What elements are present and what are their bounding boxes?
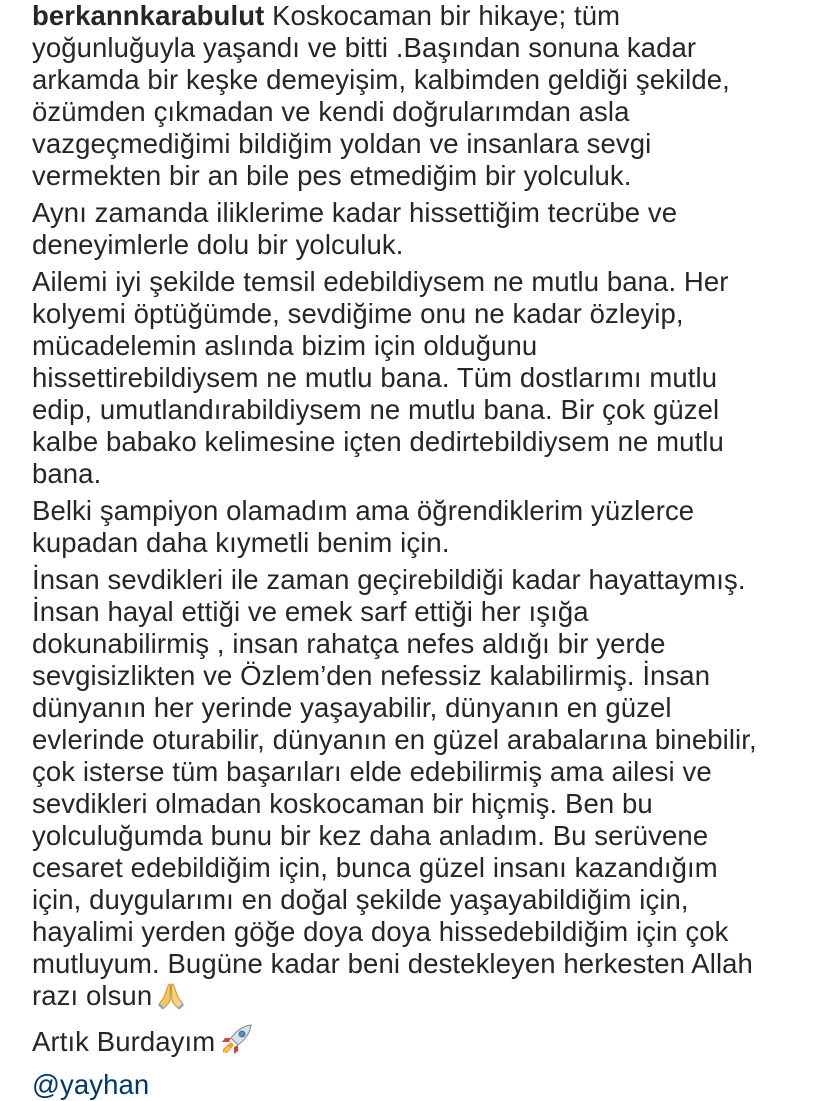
caption-line: yoğunluğuyla yaşandı ve bitti .Başından sonuna kadar: [32, 32, 697, 63]
caption-line: Belki şampiyon olamadım ama öğrendiklerim yüzlerce: [32, 495, 695, 526]
caption-first-line: [32, 0, 822, 32]
caption-line: evlerinde oturabilir, dünyanın en güzel arabalarına binebilir,: [32, 724, 757, 755]
closing-line: [32, 1023, 822, 1064]
caption-line: bana.: [32, 458, 102, 489]
caption-line: Ailemi iyi şekilde temsil edebildiysem ne mutlu bana. Her: [32, 266, 729, 297]
caption-line: İnsan hayal ettiği ve emek sarf ettiği her ışığa: [32, 596, 589, 627]
caption-line: dünyanın her yerinde yaşayabilir, dünyanın en güzel: [32, 692, 672, 723]
caption-line: mücadelemin aslında bizim için olduğunu: [32, 330, 538, 361]
caption-line: kupadan daha kıymetli benim için.: [32, 527, 450, 558]
caption-paragraph-2: [32, 197, 822, 261]
rocket-icon: [219, 1023, 255, 1064]
caption-line: edip, umutlandırabildiysem ne mutlu bana. Bir çok güzel: [32, 394, 720, 425]
caption-line: özümden çıkmadan ve kendi doğrularımdan asla: [32, 96, 630, 127]
caption-line: Koskocaman bir hikaye; tüm: [264, 0, 621, 31]
caption-line: vazgeçmediğimi bildiğim yoldan ve insanlara sevgi: [32, 128, 652, 159]
username-link[interactable]: berkannkarabulut: [32, 0, 265, 31]
mention-paragraph: [32, 1069, 822, 1101]
caption-line: mutluyum. Bugüne kadar beni destekleyen herkesten Allah: [32, 948, 753, 979]
caption-line: kolyemi öptüğümde, sevdiğime onu ne kadar özleyip,: [32, 298, 684, 329]
mention-link[interactable]: @yayhan: [32, 1069, 150, 1100]
caption-line: Aynı zamanda iliklerime kadar hissettiğim tecrübe ve: [32, 197, 678, 228]
caption-last-line: [32, 980, 822, 1018]
caption-line: hissettirebildiysem ne mutlu bana. Tüm dostlarımı mutlu: [32, 362, 718, 393]
caption-line: yolculuğumda bunu bir kez daha anladım. Bu serüvene: [32, 820, 709, 851]
closing-text: Artık Burdayım: [32, 1026, 216, 1057]
folded-hands-icon: [156, 981, 186, 1018]
caption-line: İnsan sevdikleri ile zaman geçirebildiği kadar hayattaymış.: [32, 564, 746, 595]
caption-paragraph-5: [32, 564, 822, 1018]
caption-line: arkamda bir keşke demeyişim, kalbimden geldiği şekilde,: [32, 64, 730, 95]
caption-line: deneyimlerle dolu bir yolculuk.: [32, 229, 404, 260]
caption-line: çok isterse tüm başarıları elde edebilirmiş ama ailesi ve: [32, 756, 712, 787]
caption-line: hayalimi yerden göğe doya doya hissedebildiğim için çok: [32, 916, 729, 947]
caption-line: sevgisizlikten ve Özlem’den nefessiz kalabilirmiş. İnsan: [32, 660, 711, 691]
caption-paragraph-3: [32, 266, 822, 490]
caption-paragraph-4: [32, 495, 822, 559]
caption-line: vermekten bir an bile pes etmediğim bir yolculuk.: [32, 160, 632, 191]
post-caption: [32, 0, 822, 1101]
caption-line: için, duygularımı en doğal şekilde yaşayabildiğim için,: [32, 884, 689, 915]
caption-paragraph-1: [32, 0, 822, 192]
closing-line-row: [32, 1023, 822, 1064]
caption-line: dokunabilirmiş , insan rahatça nefes aldığı bir yerde: [32, 628, 666, 659]
caption-line: sevdikleri olmadan koskocaman bir hiçmiş. Ben bu: [32, 788, 653, 819]
caption-line: razı olsun: [32, 980, 153, 1011]
caption-line: kalbe babako kelimesine içten dedirtebildiysem ne mutlu: [32, 426, 724, 457]
caption-line: cesaret edebildiğim için, bunca güzel insanı kazandığım: [32, 852, 718, 883]
